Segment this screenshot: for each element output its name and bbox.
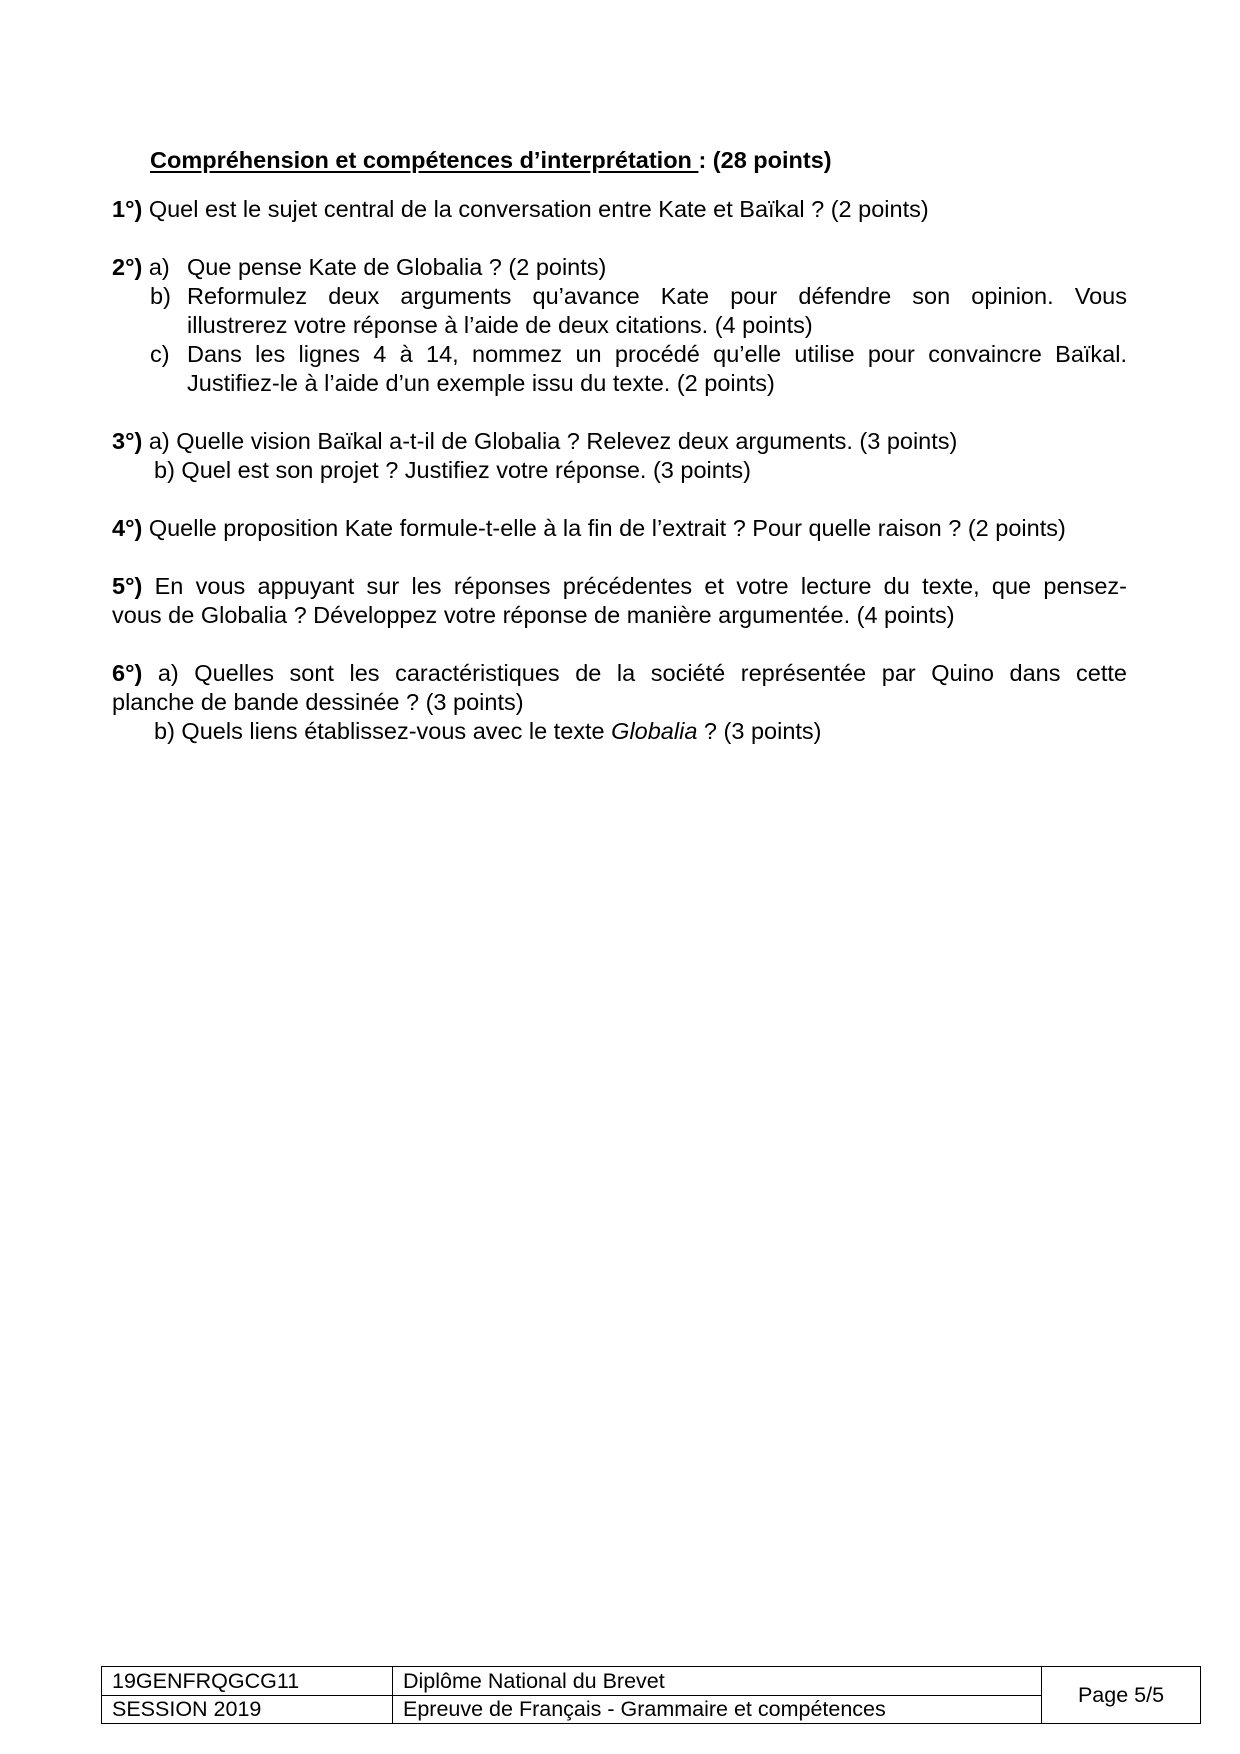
footer-session: SESSION 2019: [102, 1695, 393, 1724]
question-1-number: 1°): [112, 196, 143, 222]
question-3-number: 3°): [112, 428, 143, 454]
section-title-points: : (28 points): [698, 147, 832, 173]
footer-table: [101, 1666, 1201, 1724]
footer-diploma: Diplôme National du Brevet: [393, 1667, 1042, 1696]
footer-code: 19GENFRQGCG11: [102, 1667, 393, 1696]
question-6-number: 6°): [112, 660, 143, 686]
question-5-line2: vous de Globalia ? Développez votre réponse de manière argumentée. (4 points): [112, 602, 955, 628]
question-5-line1-text: En vous appuyant sur les réponses précédentes et votre lecture du texte, que pensez-: [142, 573, 1127, 599]
footer-row-2: [102, 1695, 1201, 1724]
question-6-line1: [112, 659, 1127, 688]
question-5-number: 5°): [112, 573, 143, 599]
footer-page-number: Page 5/5: [1042, 1667, 1201, 1724]
question-5-line1-wrap: [112, 573, 1127, 599]
page-footer: [101, 1666, 1201, 1724]
question-4-number: 4°): [112, 515, 143, 541]
question-6-line1-wrap: [112, 660, 1127, 686]
question-2a-text: Que pense Kate de Globalia ? (2 points): [187, 254, 607, 280]
question-1-text: Quel est le sujet central de la conversation entre Kate et Baïkal ? (2 points): [142, 196, 929, 222]
question-3a: [112, 427, 957, 456]
question-6-line1-text: a) Quelles sont les caractéristiques de la société représentée par Quino dans cette: [142, 660, 1127, 686]
question-2a: [112, 253, 170, 282]
section-title: [150, 146, 832, 175]
question-6-line2: planche de bande dessinée ? (3 points): [112, 689, 524, 715]
question-2c-line1-text: Dans les lignes 4 à 14, nommez un procédé qu’elle utilise pour convaincre Baïkal.: [187, 341, 1127, 367]
question-2b-line1: [187, 282, 1127, 311]
question-6b: [154, 717, 822, 746]
question-2c-line1: [187, 340, 1127, 369]
question-2b-line2: illustrerez votre réponse à l’aide de deux citations. (4 points): [187, 312, 813, 338]
question-2c-label: c): [150, 341, 170, 367]
question-6b-post: ? (3 points): [697, 718, 822, 744]
question-3a-text: a) Quelle vision Baïkal a-t-il de Globalia ? Relevez deux arguments. (3 points): [142, 428, 958, 454]
question-6b-title: Globalia: [611, 718, 698, 744]
section-title-underlined: Compréhension et compétences d’interprétation: [150, 147, 699, 173]
footer-row-1: [102, 1667, 1201, 1696]
question-4-text: Quelle proposition Kate formule-t-elle à la fin de l’extrait ? Pour quelle raison ? (2 points): [142, 515, 1066, 541]
question-6b-pre: b) Quels liens établissez-vous avec le texte: [154, 718, 612, 744]
question-2a-label: a): [148, 254, 170, 280]
footer-exam: Epreuve de Français - Grammaire et compétences: [393, 1695, 1042, 1724]
question-5-line1: [112, 572, 1127, 601]
question-1: [112, 195, 929, 224]
question-4: [112, 514, 1066, 543]
question-3b: b) Quel est son projet ? Justifiez votre réponse. (3 points): [154, 457, 751, 483]
question-2b-label: b): [150, 283, 171, 309]
question-2c-line2: Justifiez-le à l’aide d’un exemple issu du texte. (2 points): [187, 370, 775, 396]
question-2-number: 2°): [112, 254, 143, 280]
question-2b-line1-text: Reformulez deux arguments qu’avance Kate pour défendre son opinion. Vous: [187, 283, 1127, 309]
